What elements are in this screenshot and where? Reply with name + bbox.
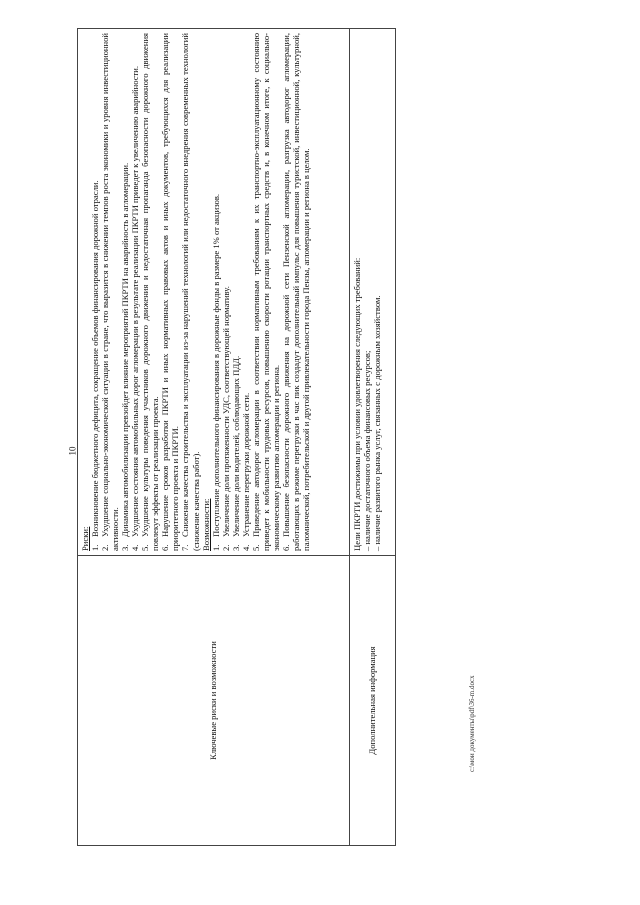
list-item: 6.Нарушение сроков разработки ПКРТИ и иных нормативных правовых актов и иных документов, требующихся для реализации приоритетного проекта и ПКРТИ.: [160, 33, 181, 551]
row-label-cell: [78, 556, 350, 846]
list-item: 5.Приведение автодорог агломерации в соответствии нормативным требованиям к их транспортно-эксплуатационному состоянию приведет к мобильности трудовых ресурсов, повышению скорости ротации транспортных средств и, в конечном итоге, к социально-экономическому развитию агломерации и региона.: [250, 33, 281, 551]
list-item: 2.Ухудшение социально-экономической ситуации в стране, что выразится в снижении темпов роста экономики и уровня инвестиционной активности.: [100, 33, 121, 551]
additional-info-intro: Цели ПКРТИ достижимы при условии удовлетворения следующих требований:: [352, 257, 362, 551]
list-item: 1.Возникновение бюджетного дефицита, сокращение объемов финансирования дорожной отрасли.: [90, 180, 101, 551]
table-row: [78, 29, 350, 846]
risks-heading: Риски:: [80, 526, 90, 551]
list-item: 4.Ухудшение состояния автомобильных дорог агломерации в результате реализации ПКРТИ приведет к увеличению аварийности.: [130, 65, 141, 551]
row-label-cell: [350, 556, 396, 846]
list-item: 5.Ухудшение культуры поведения участников дорожного движения и недостаточная пропаганда безопасности дорожного движения повлекут эффекты от реализации проекта.: [140, 33, 161, 551]
row-label: Дополнительная информация: [367, 646, 378, 755]
additional-info-cell: [350, 29, 396, 556]
list-item: 3.Увеличение доли водителей, соблюдающих ПДД.: [230, 355, 241, 551]
opportunities-heading: Возможности:: [200, 498, 211, 551]
list-item: 7.Снижение качества строительства и эксплуатации из-за нарушений технологий или недостаточного внедрения современных технологий (снижение качества работ).: [180, 33, 201, 551]
list-item: 3.Динамика автомобилизации превзойдет влияние мероприятий ПКРТИ на аварийность в агломерации.: [120, 162, 131, 551]
footer-file-path: c:\мои документы\pdf\36-m.docx: [468, 675, 476, 772]
list-item: 4.Устранение перегрузки дорожной сети.: [240, 392, 251, 551]
table-row: [350, 29, 396, 846]
requirement-line: – наличие достаточного объема финансовых ресурсов;: [362, 350, 373, 551]
passport-table: [77, 28, 441, 846]
risks-opportunities-cell: [78, 29, 350, 556]
list-item: 2.Увеличение доли протяженности УДС, соответствующей нормативу.: [220, 286, 231, 551]
list-item: 6.Повышение безопасности дорожного движения на дорожной сети Пензенской агломерации, разгрузка автодорог агломерации, работающих в режиме перегрузки в час пик создадут дополнительный импульс для повышения туристской, инвестиционной, культурной, паломнической, потребительской и другой привлекательности города Пензы, агломерации и региона в целом.: [280, 33, 312, 551]
requirement-line: – наличие развитого рынка услуг, связанных с дорожным хозяйством.: [372, 295, 383, 551]
row-label: Ключевые риски и возможности: [208, 641, 219, 760]
list-item: 1.Поступление дополнительного финансирования в дорожные фонды в размере 1% от акцизов.: [210, 193, 221, 551]
page-number: 10: [67, 446, 78, 456]
